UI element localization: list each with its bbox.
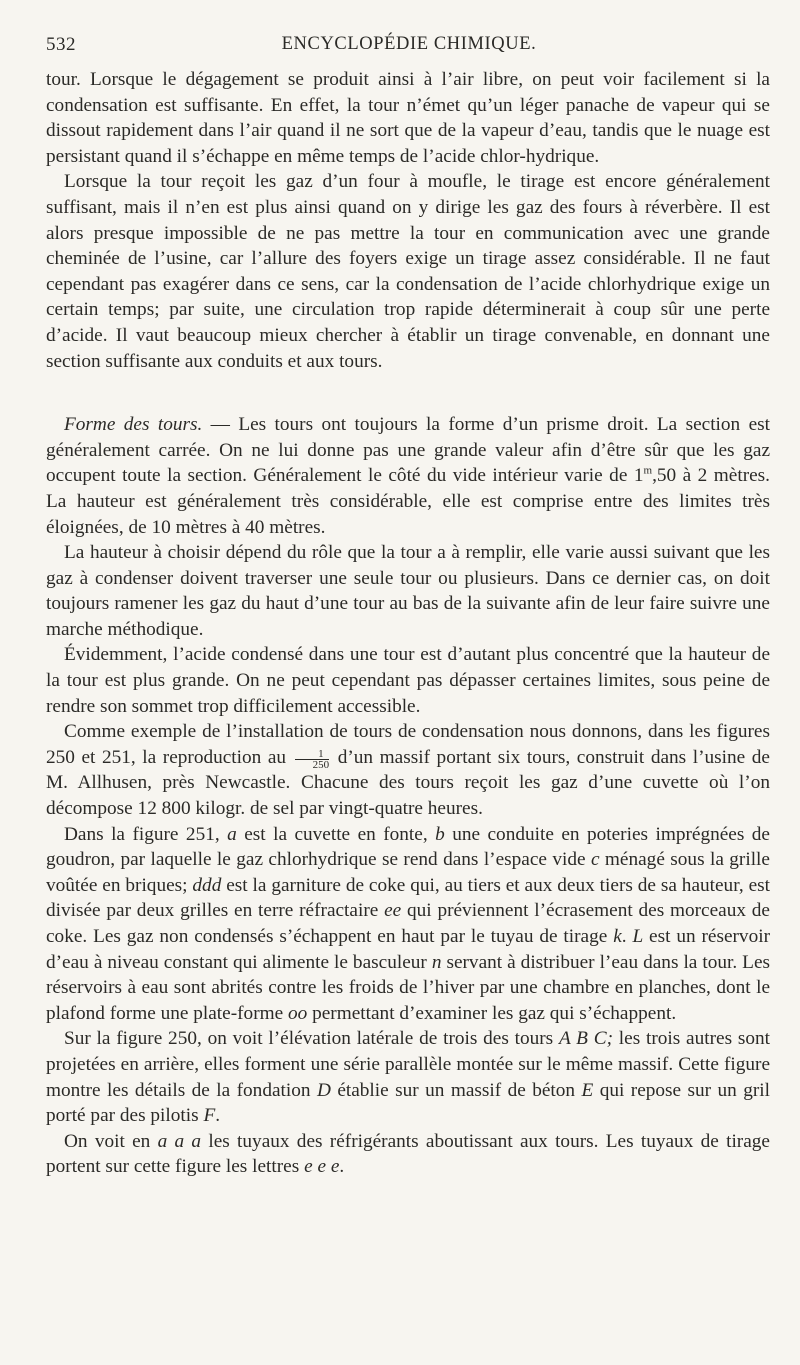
body-text [46, 67, 770, 1180]
paragraph-text: établie sur un massif de béton [330, 1079, 582, 1101]
figure-letter: E [581, 1079, 594, 1101]
paragraph-example [46, 719, 770, 821]
paragraph-text: — Les tours ont toujours la forme d’un prisme droit. La section est généralement carrée. On ne lui donne pas une grande valeur afin d’être sûr que les gaz occupent toute la section. Généralement le côté du vide intérieur varie de 1 [46, 414, 770, 487]
paragraph-text: Lorsque la tour reçoit les gaz d’un four à moufle, le tirage est encore généralement suffisant, mais il n’en est plus ainsi quand on y dirige les gaz des fours à réverbère. Il est alors presque impossible de ne pas mettre la tour en communication avec une grande cheminée de l’usine, car l’allure des foyers exige un tirage assez considérable. Il ne faut cependant pas exagérer dans ce sens, car la condensation de l’acide chlorhydrique exige un certain temps; par suite, une circulation trop rapide déterminerait à coup sûr une perte d’acide. Il vaut beaucoup mieux chercher à établir un tirage convenable, en donnant une section suffisante aux conduits et aux tours. [46, 171, 770, 372]
figure-letter: k [613, 926, 622, 947]
figure-letter: ee [384, 900, 402, 922]
paragraph-text: une conduite en poteries imprégnées de goudron, par laquelle le gaz chlorhydrique se rend dans l’espace vide [46, 823, 770, 871]
fraction-denominator: 250 [312, 758, 330, 771]
page-number: 532 [46, 34, 76, 55]
scale-fraction [295, 749, 330, 770]
figure-letter: a [227, 823, 237, 845]
running-title: ENCYCLOPÉDIE CHIMIQUE. [281, 34, 537, 54]
paragraph-text: Comme exemple de l’installation de tours de condensation nous donnons, dans les figures 250 et 251, la reproduction au [46, 721, 770, 768]
figure-letter: a a a [157, 1130, 202, 1152]
paragraph-height [46, 540, 770, 642]
section-heading: Forme des tours. [64, 414, 203, 436]
paragraph-text: Sur la figure 250, on voit l’élévation latérale de trois des tours [64, 1028, 559, 1050]
paragraph-figure-251 [46, 822, 770, 1027]
figure-letter: L [632, 926, 644, 947]
paragraph-text: ménagé sous la grille voûtée en briques; [46, 849, 770, 896]
paragraph-tower-form [46, 412, 770, 540]
paragraph-pipes [46, 1129, 770, 1180]
paragraph-text: servant à distribuer l’eau dans la tour. Les réservoirs à eau sont abrités contre les froids de l’hiver par une chambre en planches, dont le plafond forme une plate-forme [46, 951, 770, 1024]
figure-letter: D [316, 1079, 331, 1101]
figure-letter: n [431, 951, 442, 973]
paragraph-text: qui repose sur un gril porté par des pilotis [46, 1079, 771, 1127]
paragraph-text: . [339, 1156, 345, 1178]
paragraph-text: est la cuvette en fonte, [236, 823, 436, 845]
paragraph-text: les trois autres sont projetées en arrière, elles forment une série parallèle montée sur le même massif. Cette figure montre les détails de la fondation [46, 1028, 770, 1101]
paragraph-concentration [46, 642, 770, 719]
paragraph-text: La hauteur à choisir dépend du rôle que la tour a à remplir, elle varie aussi suivant que les gaz à condenser doivent traverser une seule tour ou plusieurs. Dans ce dernier cas, on doit toujours ramener les gaz du haut d’une tour au bas de la suivante afin de leur faire suivre une marche méthodique. [46, 542, 770, 640]
paragraph-text: . [215, 1105, 221, 1127]
figure-letter: F [203, 1105, 216, 1127]
figure-letter: oo [288, 1002, 308, 1024]
figure-letter: c [590, 849, 600, 871]
paragraph-text: qui préviennent l’écrasement des morceaux de coke. Les gaz non condensés s’échappent en haut par le tuyau de tirage [46, 900, 770, 947]
page-header [46, 34, 772, 60]
paragraph-text: . [621, 926, 633, 947]
paragraph-text: est la garniture de coke qui, au tiers et aux deux tiers de sa hauteur, est divisée par deux grilles en terre réfractaire [46, 874, 770, 922]
paragraph-text: tour. Lorsque le dégagement se produit ainsi à l’air libre, on peut voir facilement si la condensation est suffisante. En effet, la tour n’émet qu’un léger panache de vapeur qui se dissout rapidement dans l’air quand il ne sort que de la vapeur d’eau, tandis que le nuage est persistant quand il s’échappe en même temps de l’acide chlor-hydrique. [46, 69, 770, 167]
paragraph-text: permettant d’examiner les gaz qui s’échappent. [307, 1002, 677, 1024]
paragraph-continuation [46, 67, 770, 169]
paragraph-text: d’un massif portant six tours, construit dans l’usine de M. Allhusen, près Newcastle. Chacune des tours reçoit les gaz d’une cuvette où l’on décompose 12 800 kilogr. de sel par vingt-quatre heures. [46, 746, 770, 820]
figure-letter: A B C; [558, 1028, 614, 1050]
figure-letter: ddd [192, 874, 222, 896]
figure-letter: e e e [304, 1156, 340, 1178]
paragraph-text: On voit en [64, 1130, 158, 1152]
figure-letter: b [435, 823, 445, 845]
section-gap [46, 374, 770, 412]
fraction-numerator: 1 [295, 749, 330, 760]
paragraph-draft [46, 169, 770, 374]
paragraph-text: les tuyaux des réfrigérants aboutissant aux tours. Les tuyaux de tirage portent sur cette figure les lettres [46, 1130, 770, 1178]
unit-superscript: m [643, 464, 653, 477]
paragraph-text: Dans la figure 251, [64, 823, 228, 845]
paragraph-text: ,50 à 2 mètres. La hauteur est généralement très considérable, elle est comprise entre des limites très éloignées, de 10 mètres à 40 mètres. [46, 465, 770, 538]
paragraph-text: est un réservoir d’eau à niveau constant qui alimente le basculeur [46, 926, 770, 973]
paragraph-figure-250 [46, 1026, 770, 1128]
paragraph-text: Évidemment, l’acide condensé dans une tour est d’autant plus concentré que la hauteur de la tour est plus grande. On ne peut cependant pas dépasser certaines limites, sous peine de rendre son sommet trop difficilement accessible. [46, 644, 770, 717]
